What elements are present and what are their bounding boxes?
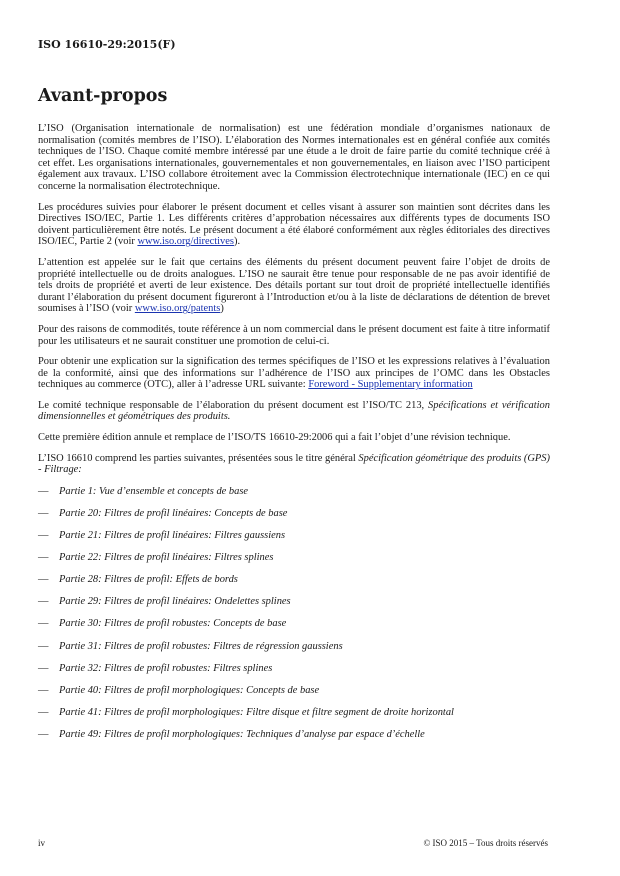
list-dash: — [38,574,49,586]
paragraph-trade-names: Pour des raisons de commodités, toute référence à un nom commercial dans le présent document est faite à titre informatif pour les utilisateurs et ne saurait constituer une promotion de celui-ci. [38,323,550,347]
list-dash: — [38,640,49,652]
list-item-text: Partie 22: Filtres de profil linéaires: Filtres splines [59,552,274,564]
page-title: Avant-propos [38,86,168,106]
list-item-text: Partie 21: Filtres de profil linéaires: Filtres gaussiens [59,530,286,542]
paragraph-parts-intro-text: L’ISO 16610 comprend les parties suivantes, présentées sous le titre général [38,452,359,464]
document-identifier: ISO 16610-29:2015(F) [38,38,176,51]
list-dash: — [38,728,49,740]
paragraph-procedures [38,202,550,248]
paragraph-committee [38,400,550,423]
list-dash: — [38,706,49,718]
paragraph-wto [38,356,550,391]
list-dash: — [38,552,49,564]
list-item-text: Partie 30: Filtres de profil robustes: Concepts de base [59,618,287,630]
list-item-text: Partie 1: Vue d’ensemble et concepts de base [59,485,249,497]
list-item-text: Partie 28: Filtres de profil: Effets de bords [59,574,238,586]
list-item [38,486,550,508]
list-dash: — [38,530,49,542]
list-dash: — [38,507,49,519]
paragraph-parts-intro [38,453,550,476]
paragraph-procedures-end: ). [233,236,241,248]
list-item-text: Partie 49: Filtres de profil morphologiques: Techniques d’analyse par espace d’échelle [59,728,425,740]
list-item [38,508,550,530]
foreword-body [38,123,550,751]
paragraph-iso-intro: L’ISO (Organisation internationale de normalisation) est une fédération mondiale d’organismes nationaux de normalisation (comités membres de l’ISO). L’élaboration des Normes internationales est en général confiée aux comités techniques de l’ISO. Chaque comité membre intéressé par une étude a le droit de faire partie du comité technique créé à cet effet. Les organisations internationales, gouvernementales et non gouvernementales, en liaison avec l’ISO participent également aux travaux. L’ISO collabore étroitement avec la Commission électrotechnique internationale (IEC) en ce qui concerne la normalisation électrotechnique. [38,123,550,192]
patents-link[interactable]: www.iso.org/patents [134,303,221,315]
paragraph-procedures-text: Les procédures suivies pour élaborer le présent document et celles visant à assurer son maintien sont décrites dans les Directives ISO/IEC, Partie 1. Les différents critères d’approbation nécessaires aux différents types de documents ISO doivent particulièrement être notés. Le présent document a été élaboré conformément aux règles éditoriales des directives ISO/IEC, Partie 2 (voir [38,201,550,248]
paragraph-parts-intro-title: Spécification géométrique des produits (GPS) - Filtrage: [38,452,550,476]
list-dash: — [38,662,49,674]
list-item [38,574,550,596]
paragraph-patents [38,257,550,315]
list-item-text: Partie 29: Filtres de profil linéaires: Ondelettes splines [59,596,291,608]
list-dash: — [38,485,49,497]
foreword-supplementary-link[interactable]: Foreword - Supplementary information [308,379,473,391]
paragraph-edition: Cette première édition annule et remplace de l’ISO/TS 16610-29:2006 qui a fait l’objet d’une révision technique. [38,432,511,444]
list-item-text: Partie 41: Filtres de profil morphologiques: Filtre disque et filtre segment de droite horizontal [59,706,454,718]
paragraph-committee-text: Le comité technique responsable de l’élaboration du présent document est l’ISO/TC 213, [38,399,429,411]
list-item [38,707,550,729]
list-item-text: Partie 40: Filtres de profil morphologiques: Concepts de base [59,684,320,696]
directives-link[interactable]: www.iso.org/directives [137,236,234,248]
paragraph-patents-end: ) [220,303,224,315]
list-dash: — [38,596,49,608]
list-item [38,685,550,707]
list-item [38,596,550,618]
list-dash: — [38,684,49,696]
list-item [38,641,550,663]
paragraph-patents-text: L’attention est appelée sur le fait que certains des éléments du présent document peuvent faire l’objet de droits de propriété intellectuelle ou de droits analogues. L’ISO ne saurait être tenue pour responsable de ne pas avoir identifié de tels droits de propriété et averti de leur existence. Des détails portant sur tout droit de propriété intellectuelle identifiés durant l’élaboration du présent document figureront à l’Introduction et/ou à la liste de déclarations de détention de brevet soumises à l’ISO (voir [38,256,550,315]
list-item-text: Partie 32: Filtres de profil robustes: Filtres splines [59,662,273,674]
list-item [38,729,550,751]
list-dash: — [38,618,49,630]
page-number: iv [38,838,46,848]
list-item [38,552,550,574]
list-item-text: Partie 31: Filtres de profil robustes: Filtres de régression gaussiens [59,640,343,652]
paragraph-wto-text: Pour obtenir une explication sur la signification des termes spécifiques de l’ISO et les expressions relatives à l’évaluation de la conformité, ainsi que des informations sur l’adhérence de l’ISO aux principes de l’OMC dans les Obstacles techniques au commerce (OTC), aller à l’adresse URL suivante: [38,356,550,391]
copyright-notice: © ISO 2015 – Tous droits réservés [423,838,548,848]
list-item [38,530,550,552]
list-item [38,618,550,640]
list-item-text: Partie 20: Filtres de profil linéaires: Concepts de base [59,507,288,519]
list-item [38,663,550,685]
parts-list [38,486,550,751]
paragraph-committee-title: Spécifications et vérification dimensionnelles et géométriques des produits. [38,399,550,423]
